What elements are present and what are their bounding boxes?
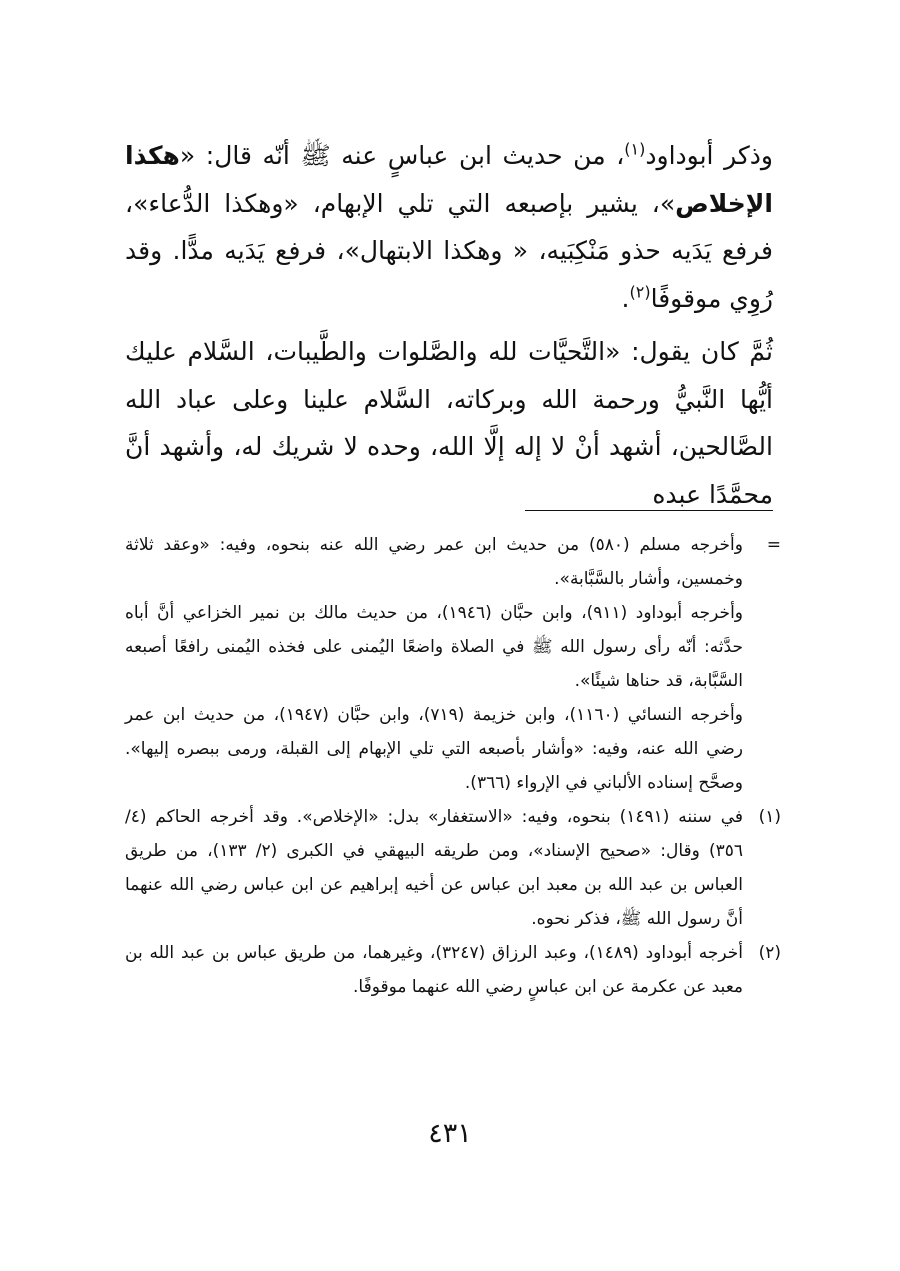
footnotes [125, 528, 781, 1004]
footnote-paragraph: وأخرجه مسلم (٥٨٠) من حديث ابن عمر رضي الله عنه بنحوه، وفيه: «وعقد ثلاثة وخمسين، وأشار بالسَّبَّابة». [125, 535, 743, 589]
footnote-2 [125, 936, 781, 1004]
footnote-paragraph: وأخرجه النسائي (١١٦٠)، وابن خزيمة (٧١٩)، وابن حبَّان (١٩٤٧)، من حديث ابن عمر رضي الله عنه، وفيه: «وأشار بأصبعه التي تلي الإبهام إلى القبلة، ورمى ببصره إليها». وصحَّح إسناده الألباني في الإرواء (٣٦٦). [125, 705, 743, 793]
footnote-ref-2: (٢) [629, 282, 651, 302]
continuation-marker: = [766, 535, 781, 555]
footnote-paragraph: وأخرجه أبوداود (٩١١)، وابن حبَّان (١٩٤٦)، من حديث مالك بن نمير الخزاعي أنَّ أباه حدَّثه: أنّه رأى رسول الله ﷺ في الصلاة واضعًا اليُمنى على فخذه اليُمنى رافعًا أصبعه السَّبَّابة، قد حناها شيئًا». [125, 603, 743, 691]
main-paragraph-2: ثُمَّ كان يقول: «التَّحيَّات لله والصَّلوات والطَّيبات، السَّلام عليك أيُّها النَّبيُّ ورحمة الله وبركاته، السَّلام علينا وعلى عباد الله الصَّالحين، أشهد أنْ لا إله إلَّا الله، وحده لا شريك له، وأشهد أنَّ محمَّدًا عبده [125, 337, 773, 509]
footnote-1-marker: (١) [758, 807, 781, 827]
main-paragraph-1: وذكر أبوداود$^{(١)}$، من حديث ابن عباسٍ عنه ﷺ أنّه قال: «هكذا الإخلاص»، يشير بإصبعه التي تلي الإبهام، «وهكذا الدُّعاء»، فرفع يَدَيه حذو مَنْكِبَيه، « وهكذا الابتهال»، فرفع يَدَيه مدًّا. وقد رُوِي موقوفًا$^{(٢)}$. [125, 139, 774, 313]
footnote-2-marker: (٢) [758, 943, 781, 963]
main-text [125, 132, 773, 518]
page-number: ٤٣١ [428, 1118, 472, 1149]
footnote-1 [125, 800, 781, 936]
footnote-continuation [125, 528, 781, 800]
footnote-ref-1: (١) [624, 139, 646, 159]
footnote-divider [525, 510, 773, 511]
bold-phrase: هكذا الإخلاص [125, 141, 773, 218]
footnote-2-text: أخرجه أبوداود (١٤٨٩)، وعبد الرزاق (٣٢٤٧)، وغيرهما، من طريق عباس بن عبد الله بن معبد عن عكرمة عن ابن عباسٍ رضي الله عنهما موقوفًا. [125, 943, 743, 997]
footnote-1-text: في سننه (١٤٩١) بنحوه، وفيه: «الاستغفار» بدل: «الإخلاص». وقد أخرجه الحاكم (٤/ ٣٥٦) وقال: «صحيح الإسناد»، ومن طريقه البيهقي في الكبرى (٢/ ١٣٣)، من طريق العباس بن عبد الله بن معبد ابن عباس عن أخيه إبراهيم عن ابن عباس رضي الله عنهما أنَّ رسول الله ﷺ، فذكر نحوه. [125, 807, 743, 929]
